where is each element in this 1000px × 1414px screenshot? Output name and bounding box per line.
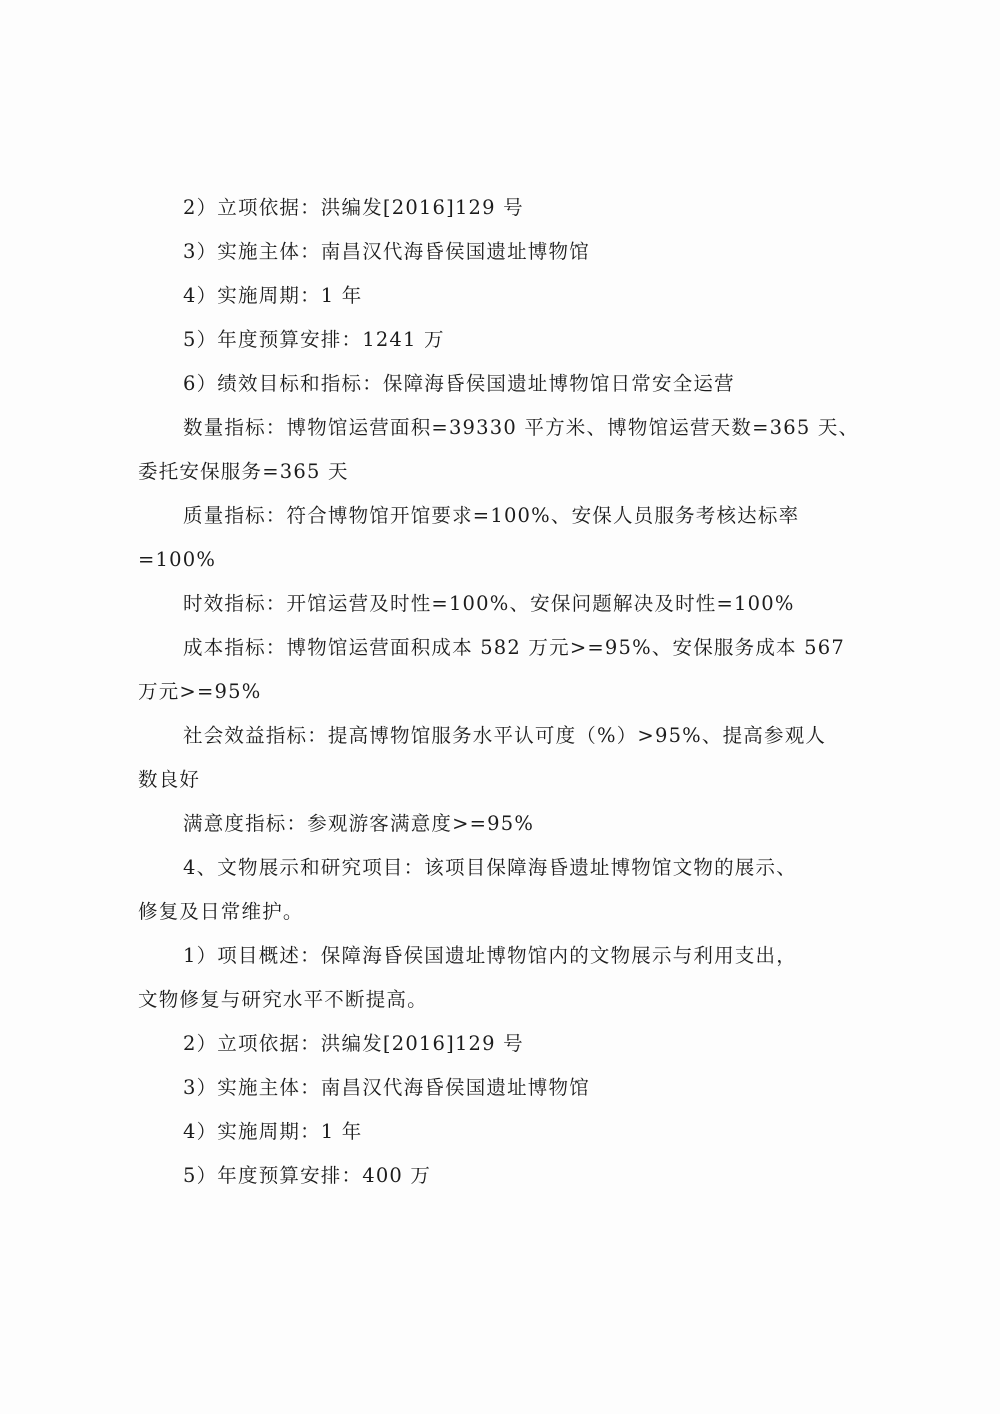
paragraph-line: 万元>=95% — [138, 680, 262, 703]
paragraph-line: 4、文物展示和研究项目：该项目保障海昏遗址博物馆文物的展示、 — [183, 856, 797, 879]
paragraph-line: 2）立项依据：洪编发[2016]129 号 — [183, 196, 524, 219]
paragraph-line: 4）实施周期：1 年 — [183, 284, 363, 307]
paragraph-line: 2）立项依据：洪编发[2016]129 号 — [183, 1032, 524, 1055]
paragraph-line: 社会效益指标：提高博物馆服务水平认可度（%）>95%、提高参观人 — [183, 724, 827, 747]
paragraph-line: 3）实施主体：南昌汉代海昏侯国遗址博物馆 — [183, 240, 590, 263]
paragraph-line: 委托安保服务=365 天 — [138, 460, 349, 483]
paragraph-line: 文物修复与研究水平不断提高。 — [138, 988, 428, 1011]
paragraph-line: 修复及日常维护。 — [138, 900, 304, 923]
paragraph-line: 1）项目概述：保障海昏侯国遗址博物馆内的文物展示与利用支出， — [183, 944, 797, 967]
paragraph-line: 数良好 — [138, 768, 201, 791]
paragraph-line: 满意度指标：参观游客满意度>=95% — [183, 812, 535, 835]
paragraph-line: 6）绩效目标和指标：保障海昏侯国遗址博物馆日常安全运营 — [183, 372, 735, 395]
paragraph-line: 5）年度预算安排：400 万 — [183, 1164, 432, 1187]
document-body — [138, 186, 883, 1198]
paragraph-line: 数量指标：博物馆运营面积=39330 平方米、博物馆运营天数=365 天、 — [183, 416, 860, 439]
paragraph-line: 质量指标：符合博物馆开馆要求=100%、安保人员服务考核达标率 — [183, 504, 800, 527]
paragraph-line: 成本指标：博物馆运营面积成本 582 万元>=95%、安保服务成本 567 — [183, 636, 845, 659]
paragraph-line: 时效指标：开馆运营及时性=100%、安保问题解决及时性=100% — [183, 592, 795, 615]
paragraph-line: 5）年度预算安排：1241 万 — [183, 328, 445, 351]
paragraph-line: 4）实施周期：1 年 — [183, 1120, 363, 1143]
paragraph-line: =100% — [138, 548, 217, 571]
paragraph-line: 3）实施主体：南昌汉代海昏侯国遗址博物馆 — [183, 1076, 590, 1099]
